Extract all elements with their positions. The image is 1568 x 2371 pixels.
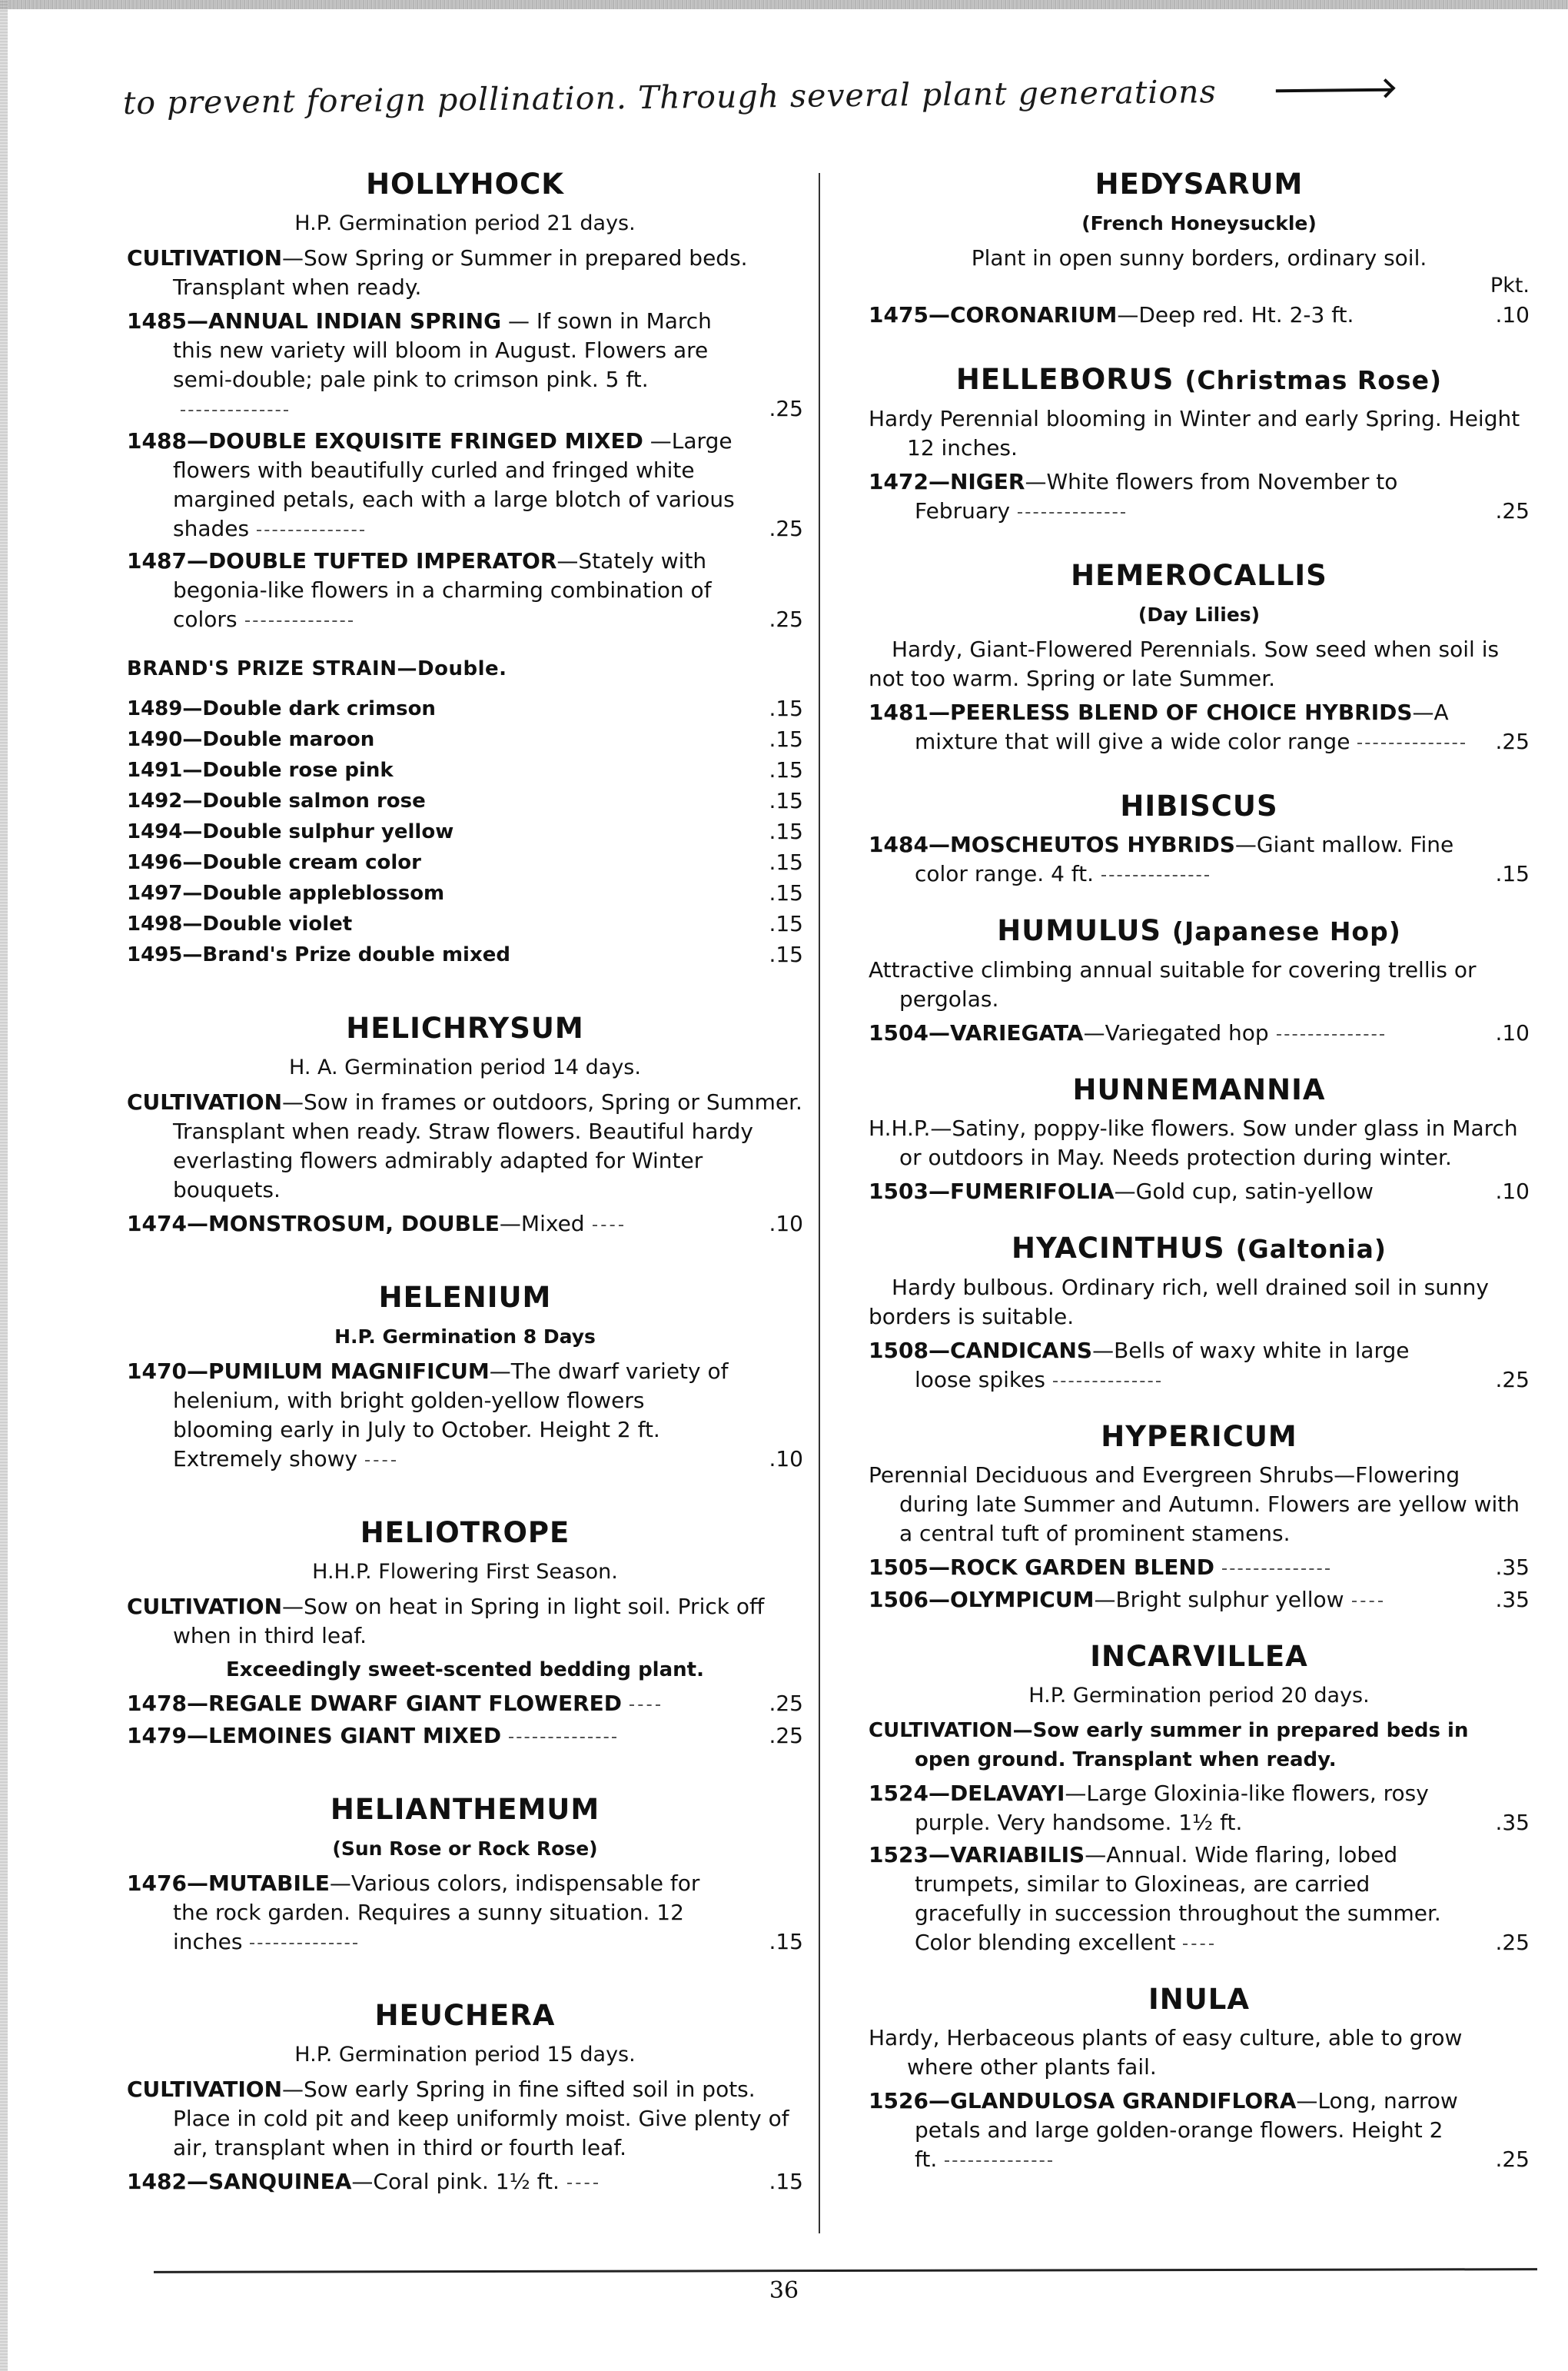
item-price: .25 (769, 1691, 803, 1716)
cultivation-text: —Sow early summer in prepared beds in open ground. Transplant when ready. (915, 1719, 1469, 1771)
item-number: 1494 (127, 820, 183, 843)
item-price: .15 (1495, 861, 1530, 886)
strain-item: 1491—Double rose pink .15 (127, 756, 803, 785)
scan-edge-left (0, 0, 8, 2371)
item-price: .25 (769, 516, 803, 541)
item-name: LEMOINES GIANT MIXED (208, 1723, 502, 1748)
dot-leader (630, 1703, 660, 1706)
catalog-item: 1474—MONSTROSUM, DOUBLE—Mixed .10 (127, 1209, 803, 1239)
section-title: HELICHRYSUM (346, 1012, 584, 1045)
item-number: 1489 (127, 697, 183, 720)
section-subtitle: (French Honeysuckle) (1081, 212, 1317, 234)
item-number: 1505 (869, 1555, 929, 1580)
item-name: DELAVAYI (949, 1781, 1065, 1806)
cultivation-label: CULTIVATION (127, 1594, 283, 1619)
item-number: 1476 (127, 1871, 187, 1896)
catalog-item: 1505—ROCK GARDEN BLEND .35 (869, 1553, 1530, 1582)
section-title (869, 361, 1530, 400)
item-desc: —Various colors, indispensable for the rock garden. Requires a sunny situation. 12 inches (173, 1871, 700, 1954)
section-subtitle: (Day Lilies) (1138, 604, 1261, 626)
catalog-item: 1506—OLYMPICUM—Bright sulphur yellow .35 (869, 1585, 1530, 1614)
section-hibiscus (869, 787, 1530, 889)
section-title: HELENIUM (378, 1281, 552, 1314)
section-hyacinthus (869, 1229, 1530, 1395)
item-price: .10 (1495, 302, 1530, 328)
section-heuchera (127, 1997, 803, 2196)
strain-label: BRAND'S PRIZE STRAIN (127, 657, 397, 680)
catalog-item: 1485—ANNUAL INDIAN SPRING — If sown in March this new variety will bloom in August. Flowers are semi-double; pale pink to crimson pink. 5 ft. .25 (127, 307, 803, 424)
item-number: 1478 (127, 1691, 187, 1716)
section-text: Plant in open sunny borders, ordinary soil. (971, 245, 1427, 271)
cultivation-note (127, 2075, 803, 2163)
item-number: 1487 (127, 548, 187, 574)
section-subtitle: H.P. Germination period 20 days. (1028, 1684, 1370, 1708)
item-name: ANNUAL INDIAN SPRING (208, 308, 502, 334)
item-price: .15 (769, 880, 803, 906)
item-desc: —Large flowers with beautifully curled and fringed white margined petals, each with a large blotch of various shades (173, 428, 735, 541)
item-name: Double salmon rose (202, 790, 426, 813)
item-price: .25 (769, 607, 803, 632)
banner-text: to prevent foreign pollination. Through several plant generations (122, 73, 1217, 121)
item-price: .25 (1495, 498, 1530, 524)
dot-leader (1352, 1599, 1383, 1602)
catalog-item: 1475—CORONARIUM—Deep red. Ht. 2-3 ft. .10 (869, 301, 1530, 330)
item-price: .15 (769, 2169, 803, 2194)
section-subtitle: (Sun Rose or Rock Rose) (332, 1837, 598, 1860)
item-price: .15 (769, 788, 803, 813)
title-common-name: (Galtonia) (1235, 1234, 1387, 1264)
dot-leader (567, 2181, 598, 2184)
cultivation-text: —Sow in frames or outdoors, Spring or Summer. Transplant when ready. Straw flowers. Beautiful hardy everlasting flowers admirably adapted for Winter bouquets. (173, 1089, 802, 1202)
catalog-item: 1488—DOUBLE EXQUISITE FRINGED MIXED —Large flowers with beautifully curled and fringed white margined petals, each with a large blotch of various shades .25 (127, 427, 803, 544)
left-column (127, 165, 803, 2236)
footer-rule (154, 2268, 1537, 2273)
item-name: Double dark crimson (202, 697, 436, 720)
item-price: .10 (769, 1446, 803, 1471)
item-desc: —White flowers from November to February (915, 469, 1398, 524)
strain-item: 1498—Double violet .15 (127, 909, 803, 939)
section-helenium (127, 1279, 803, 1474)
cultivation-label: CULTIVATION (127, 1089, 283, 1115)
dot-leader (245, 619, 353, 622)
item-name: SANQUINEA (208, 2169, 352, 2194)
cultivation-note (127, 1592, 803, 1651)
catalog-item: 1508—CANDICANS—Bells of waxy white in large loose spikes .25 (869, 1336, 1530, 1395)
dot-leader (1101, 873, 1209, 876)
item-name: NIGER (949, 469, 1025, 494)
strain-item: 1489—Double dark crimson .15 (127, 694, 803, 723)
dot-leader (1357, 741, 1465, 744)
item-price: .25 (1495, 2147, 1530, 2172)
item-number: 1503 (869, 1179, 929, 1204)
section-hunnemannia (869, 1071, 1530, 1206)
cultivation-text: —Sow Spring or Summer in prepared beds. Transplant when ready. (173, 245, 748, 300)
item-number: 1482 (127, 2169, 187, 2194)
item-name: ROCK GARDEN BLEND (949, 1555, 1215, 1580)
cultivation-note (869, 1716, 1530, 1774)
dot-leader (593, 1223, 623, 1226)
section-hypericum (869, 1418, 1530, 1614)
section-text: Hardy bulbous. Ordinary rich, well drained soil in sunny borders is suitable. (869, 1275, 1489, 1329)
section-title: HEDYSARUM (1095, 168, 1304, 201)
scan-edge-top (0, 0, 1568, 9)
item-price: .25 (1495, 1367, 1530, 1392)
item-price: .15 (769, 696, 803, 721)
section-hollyhock (127, 165, 803, 969)
item-number: 1491 (127, 759, 183, 782)
item-price: .10 (1495, 1020, 1530, 1046)
catalog-item: 1487—DOUBLE TUFTED IMPERATOR—Stately with begonia-like flowers in a charming combination of colors .25 (127, 547, 803, 634)
item-name: VARIABILIS (949, 1842, 1085, 1867)
item-desc: —Coral pink. 1½ ft. (351, 2169, 560, 2194)
catalog-item: 1470—PUMILUM MAGNIFICUM—The dwarf variety of helenium, with bright golden-yellow flowers blooming early in July to October. Height 2 ft. Extremely showy .10 (127, 1357, 803, 1474)
item-number: 1492 (127, 790, 183, 813)
item-number: 1479 (127, 1723, 187, 1748)
section-title: HEUCHERA (374, 1999, 556, 2032)
catalog-item: 1478—REGALE DWARF GIANT FLOWERED .25 (127, 1689, 803, 1718)
dot-leader (1018, 510, 1125, 514)
item-price: .25 (1495, 729, 1530, 754)
cultivation-text: —Sow early Spring in fine sifted soil in pots. Place in cold pit and keep uniformly moist. Give plenty of air, transplant when in third or fourth leaf. (173, 2077, 789, 2160)
item-number: 1526 (869, 2088, 929, 2113)
item-number: 1495 (127, 943, 183, 966)
item-name: DOUBLE EXQUISITE FRINGED MIXED (208, 428, 643, 454)
section-title (869, 1229, 1530, 1269)
item-price: .25 (769, 1723, 803, 1748)
item-price: .15 (769, 942, 803, 967)
strain-item: 1497—Double appleblossom .15 (127, 879, 803, 908)
item-price: .15 (769, 819, 803, 844)
running-banner (123, 70, 1507, 131)
section-subtitle: H.P. Germination 8 Days (334, 1325, 596, 1348)
section-title: HOLLYHOCK (366, 168, 564, 201)
item-name: DOUBLE TUFTED IMPERATOR (208, 548, 557, 574)
dot-leader (181, 408, 288, 411)
section-note: Exceedingly sweet-scented bedding plant. (226, 1658, 704, 1681)
section-subtitle: H.P. Germination period 21 days. (294, 211, 636, 235)
section-hedysarum (869, 165, 1530, 330)
section-helianthemum (127, 1791, 803, 1957)
item-price: .15 (769, 850, 803, 875)
section-text: Hardy Perennial blooming in Winter and early Spring. Height 12 inches. (869, 406, 1520, 461)
section-helleborus (869, 361, 1530, 526)
item-name: REGALE DWARF GIANT FLOWERED (208, 1691, 623, 1716)
catalog-item: 1484—MOSCHEUTOS HYBRIDS—Giant mallow. Fine color range. 4 ft. .15 (869, 830, 1530, 889)
item-name: Double appleblossom (202, 882, 445, 905)
dot-leader (1183, 1942, 1214, 1945)
item-number: 1496 (127, 851, 183, 874)
item-number: 1497 (127, 882, 183, 905)
item-name: VARIEGATA (949, 1020, 1084, 1046)
cultivation-text: —Sow on heat in Spring in light soil. Prick off when in third leaf. (173, 1594, 765, 1648)
dot-leader (257, 528, 364, 531)
title-main: HELLEBORUS (955, 363, 1174, 396)
strain-item: 1490—Double maroon .15 (127, 725, 803, 754)
item-name: Double cream color (202, 851, 421, 874)
section-title: HUNNEMANNIA (1072, 1073, 1326, 1106)
section-helichrysum (127, 1009, 803, 1239)
item-price: .35 (1495, 1587, 1530, 1612)
item-name: Double violet (202, 913, 353, 936)
item-desc: —Giant mallow. Fine color range. 4 ft. (915, 832, 1454, 886)
item-price: .15 (769, 911, 803, 936)
item-desc: —Mixed (499, 1211, 585, 1236)
section-text: H.H.P.—Satiny, poppy-like flowers. Sow under glass in March or outdoors in May. Needs protection during winter. (869, 1116, 1518, 1170)
item-number: 1488 (127, 428, 187, 454)
item-number: 1474 (127, 1211, 187, 1236)
strain-item: 1494—Double sulphur yellow .15 (127, 817, 803, 846)
item-number: 1485 (127, 308, 187, 334)
section-incarvillea (869, 1638, 1530, 1957)
item-name: Double sulphur yellow (202, 820, 454, 843)
item-number: 1481 (869, 700, 929, 725)
item-number: 1504 (869, 1020, 929, 1046)
catalog-item: 1476—MUTABILE—Various colors, indispensable for the rock garden. Requires a sunny situation. 12 inches .15 (127, 1869, 803, 1957)
catalog-item: 1472—NIGER—White flowers from November to February .25 (869, 467, 1530, 526)
title-common-name: (Japanese Hop) (1171, 916, 1401, 946)
item-name: PEERLESS BLEND OF CHOICE HYBRIDS (949, 700, 1413, 725)
catalog-item: 1482—SANQUINEA—Coral pink. 1½ ft. .15 (127, 2167, 803, 2196)
page-number: 36 (769, 2277, 799, 2304)
item-name: Double rose pink (202, 759, 394, 782)
item-price: .10 (769, 1211, 803, 1236)
section-title: INCARVILLEA (1090, 1640, 1308, 1673)
item-desc: —Annual. Wide flaring, lobed trumpets, similar to Gloxineas, are carried gracefully in succession throughout the summer. Color blending excellent (915, 1842, 1441, 1955)
title-common-name: (Christmas Rose) (1184, 365, 1443, 395)
section-text: Hardy, Giant-Flowered Perennials. Sow seed when soil is not too warm. Spring or late Summer. (869, 637, 1500, 691)
item-name: CORONARIUM (949, 302, 1118, 328)
dot-leader (1222, 1567, 1330, 1570)
dot-leader (1277, 1033, 1384, 1036)
section-humulus (869, 912, 1530, 1048)
item-number: 1498 (127, 913, 183, 936)
item-name: MOSCHEUTOS HYBRIDS (949, 832, 1235, 857)
strain-item: 1496—Double cream color .15 (127, 848, 803, 877)
item-price: .15 (769, 757, 803, 783)
catalog-item: 1523—VARIABILIS—Annual. Wide flaring, lobed trumpets, similar to Gloxineas, are carried gracefully in succession throughout the summer. Color blending excellent .25 (869, 1841, 1530, 1957)
section-text: Perennial Deciduous and Evergreen Shrubs—Flowering during late Summer and Autumn. Flowers are yellow with a central tuft of prominent stamens. (869, 1462, 1520, 1546)
strain-item: 1495—Brand's Prize double mixed .15 (127, 940, 803, 969)
cultivation-label: CULTIVATION (869, 1719, 1013, 1742)
item-price: .10 (1495, 1179, 1530, 1204)
pkt-column-header: Pkt. (1490, 274, 1530, 298)
dot-leader (1053, 1379, 1161, 1382)
catalog-item: 1526—GLANDULOSA GRANDIFLORA—Long, narrow petals and large golden-orange flowers. Height 2 ft. .25 (869, 2087, 1530, 2174)
item-desc: —Deep red. Ht. 2-3 ft. (1117, 302, 1354, 328)
item-price: .15 (769, 1929, 803, 1954)
item-number: 1523 (869, 1842, 929, 1867)
section-text: Hardy, Herbaceous plants of easy culture, able to grow where other plants fail. (869, 2025, 1463, 2080)
item-number: 1508 (869, 1338, 929, 1363)
cultivation-label: CULTIVATION (127, 2077, 283, 2102)
cultivation-note (127, 244, 803, 302)
dot-leader (365, 1458, 396, 1462)
item-number: 1475 (869, 302, 929, 328)
item-price: .25 (1495, 1930, 1530, 1955)
dot-leader (250, 1941, 357, 1944)
item-number: 1490 (127, 728, 183, 751)
item-price: .35 (1495, 1810, 1530, 1835)
catalog-item: 1504—VARIEGATA—Variegated hop .10 (869, 1019, 1530, 1048)
item-name: GLANDULOSA GRANDIFLORA (949, 2088, 1297, 2113)
section-title: HELIANTHEMUM (330, 1793, 600, 1826)
section-title: INULA (1148, 1983, 1250, 2016)
item-number: 1484 (869, 832, 929, 857)
item-name: Brand's Prize double mixed (202, 943, 510, 966)
catalog-item: 1524—DELAVAYI—Large Gloxinia-like flowers, rosy purple. Very handsome. 1½ ft. .35 (869, 1779, 1530, 1837)
item-desc: —Bright sulphur yellow (1094, 1587, 1344, 1612)
catalog-item: 1481—PEERLESS BLEND OF CHOICE HYBRIDS—A mixture that will give a wide color range .25 (869, 698, 1530, 757)
section-text: Attractive climbing annual suitable for covering trellis or pergolas. (869, 957, 1477, 1012)
strain-suffix: —Double. (397, 657, 507, 680)
dot-leader (945, 2159, 1052, 2162)
catalog-item: 1503—FUMERIFOLIA—Gold cup, satin-yellow .10 (869, 1177, 1530, 1206)
section-subtitle: H. A. Germination period 14 days. (289, 1056, 641, 1079)
item-desc: —Gold cup, satin-yellow (1114, 1179, 1374, 1204)
dot-leader (509, 1735, 616, 1738)
section-inula (869, 1980, 1530, 2174)
right-column (869, 165, 1530, 2177)
cultivation-note (127, 1088, 803, 1205)
section-subtitle: H.P. Germination period 15 days. (294, 2043, 636, 2067)
item-desc: —Large Gloxinia-like flowers, rosy purple. Very handsome. 1½ ft. (915, 1781, 1429, 1835)
item-desc: —The dwarf variety of helenium, with bright golden-yellow flowers blooming early in July to October. Height 2 ft. Extremely showy (173, 1358, 729, 1471)
strain-item: 1492—Double salmon rose .15 (127, 786, 803, 816)
item-desc: —A mixture that will give a wide color range (915, 700, 1449, 754)
cultivation-label: CULTIVATION (127, 245, 283, 271)
item-desc: — If sown in March this new variety will bloom in August. Flowers are semi-double; pale pink to crimson pink. 5 ft. (173, 308, 712, 392)
item-name: MONSTROSUM, DOUBLE (208, 1211, 500, 1236)
column-divider (819, 173, 820, 2233)
strain-list (127, 694, 803, 969)
section-title: HEMEROCALLIS (1071, 559, 1327, 592)
title-main: HYACINTHUS (1012, 1232, 1225, 1265)
item-name: PUMILUM MAGNIFICUM (208, 1358, 490, 1384)
item-name: MUTABILE (208, 1871, 330, 1896)
item-number: 1524 (869, 1781, 929, 1806)
item-name: CANDICANS (949, 1338, 1093, 1363)
item-desc: —Variegated hop (1083, 1020, 1269, 1046)
item-number: 1506 (869, 1587, 929, 1612)
item-number: 1472 (869, 469, 929, 494)
section-title: HYPERICUM (1101, 1420, 1297, 1453)
strain-heading (127, 657, 803, 680)
item-price: .35 (1495, 1555, 1530, 1580)
item-price: .25 (769, 396, 803, 421)
item-name: FUMERIFOLIA (949, 1179, 1115, 1204)
section-heliotrope (127, 1514, 803, 1751)
section-hemerocallis (869, 557, 1530, 757)
item-name: OLYMPICUM (949, 1587, 1095, 1612)
section-title: HELIOTROPE (360, 1516, 570, 1549)
title-main: HUMULUS (997, 914, 1162, 947)
right-arrow-icon (1276, 88, 1391, 93)
section-title: HIBISCUS (1120, 790, 1278, 823)
item-price: .15 (769, 727, 803, 752)
section-subtitle: H.H.P. Flowering First Season. (312, 1560, 618, 1584)
catalog-item: 1479—LEMOINES GIANT MIXED .25 (127, 1721, 803, 1751)
item-desc: —Long, narrow petals and large golden-orange flowers. Height 2 ft. (915, 2088, 1458, 2172)
item-desc: —Stately with begonia-like flowers in a charming combination of colors (173, 548, 712, 632)
item-number: 1470 (127, 1358, 187, 1384)
section-title (869, 912, 1530, 951)
item-desc: —Bells of waxy white in large loose spikes (915, 1338, 1410, 1392)
item-name: Double maroon (202, 728, 375, 751)
